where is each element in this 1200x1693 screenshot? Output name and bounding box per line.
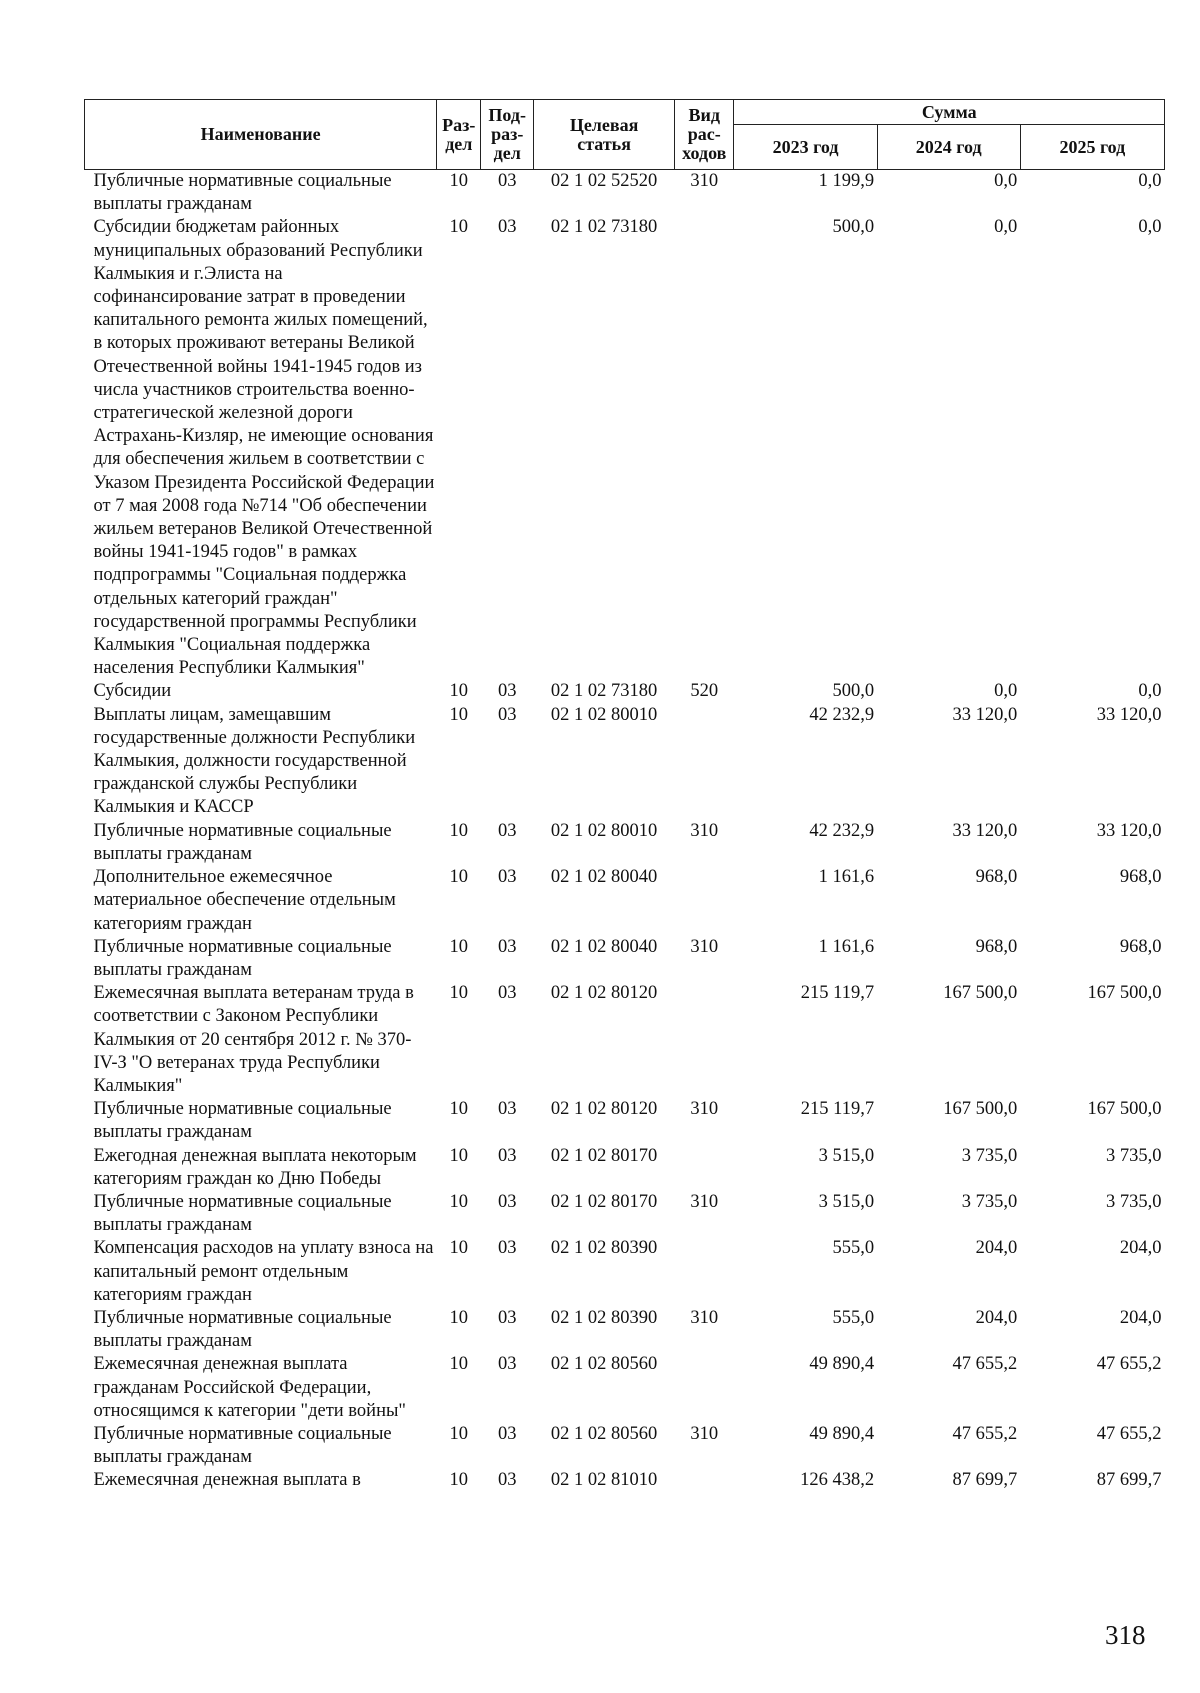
table-row [85, 1145, 1165, 1191]
row-razdel: 10 [449, 1307, 469, 1328]
row-razdel: 10 [449, 681, 469, 702]
row-sum-2024: 3 735,0 [961, 1191, 1018, 1212]
row-sum-2025: 3 735,0 [1106, 1145, 1162, 1166]
row-podrazdel: 03 [497, 983, 517, 1004]
row-sum-2024: 33 120,0 [952, 820, 1018, 841]
budget-table-container [84, 99, 1165, 1493]
row-sum-2025: 167 500,0 [1087, 983, 1162, 1004]
header-target-article: Целевая статья [534, 100, 675, 170]
row-podrazdel: 03 [497, 1307, 517, 1328]
row-sum-2024: 204,0 [975, 1238, 1018, 1259]
row-sum-2025: 204,0 [1119, 1307, 1162, 1328]
row-name: Дополнительное ежемесячное материальное обеспечение отдельным категориям граждан [93, 867, 396, 934]
row-target-article: 02 1 02 81010 [550, 1470, 658, 1491]
row-sum-2025: 33 120,0 [1096, 820, 1162, 841]
header-podrazdel: Под- раз- дел [481, 100, 534, 170]
row-target-article: 02 1 02 80170 [550, 1145, 658, 1166]
row-expense-type [675, 982, 734, 1098]
row-sum-2025: 47 655,2 [1096, 1423, 1162, 1444]
row-sum-2024: 204,0 [975, 1307, 1018, 1328]
row-target-article: 02 1 02 80010 [550, 820, 658, 841]
row-name: Субсидии [93, 681, 172, 702]
row-sum-2024: 33 120,0 [952, 704, 1018, 725]
row-name: Публичные нормативные социальные выплаты гражданам [93, 171, 392, 215]
row-expense-type [675, 216, 734, 680]
row-expense-type: 310 [690, 1099, 719, 1120]
row-name: Публичные нормативные социальные выплаты гражданам [93, 820, 392, 864]
row-podrazdel: 03 [497, 820, 517, 841]
header-name: Наименование [85, 100, 437, 170]
table-row [85, 936, 1165, 982]
table-row [85, 680, 1165, 703]
row-sum-2025: 87 699,7 [1096, 1470, 1162, 1491]
row-razdel: 10 [449, 1470, 469, 1491]
row-sum-2024: 47 655,2 [952, 1354, 1018, 1375]
row-expense-type: 310 [690, 1307, 719, 1328]
row-sum-2024: 3 735,0 [961, 1145, 1018, 1166]
row-razdel: 10 [449, 171, 469, 191]
row-name: Публичные нормативные социальные выплаты гражданам [93, 936, 392, 980]
table-row [85, 216, 1165, 680]
row-sum-2024: 968,0 [975, 867, 1018, 888]
row-podrazdel: 03 [497, 936, 517, 957]
row-name: Публичные нормативные социальные выплаты гражданам [93, 1423, 392, 1468]
row-expense-type [675, 704, 734, 820]
row-expense-type [675, 1469, 734, 1492]
header-year-2025: 2025 год [1020, 125, 1164, 170]
row-sum-2025: 3 735,0 [1106, 1191, 1162, 1212]
row-podrazdel: 03 [497, 1099, 517, 1120]
row-podrazdel: 03 [497, 1423, 517, 1444]
row-podrazdel: 03 [497, 704, 517, 725]
row-name: Публичные нормативные социальные выплаты гражданам [93, 1191, 392, 1236]
row-target-article: 02 1 02 73180 [550, 681, 658, 702]
row-sum-2023: 500,0 [832, 217, 875, 238]
row-sum-2023: 555,0 [832, 1307, 875, 1328]
table-row [85, 704, 1165, 820]
row-target-article: 02 1 02 80560 [550, 1354, 658, 1375]
row-podrazdel: 03 [497, 867, 517, 888]
row-expense-type [675, 1353, 734, 1423]
row-sum-2023: 1 199,9 [818, 171, 875, 191]
row-target-article: 02 1 02 73180 [550, 217, 658, 238]
row-sum-2025: 33 120,0 [1096, 704, 1162, 725]
row-razdel: 10 [449, 1238, 469, 1259]
table-row [85, 1469, 1165, 1492]
row-name: Ежемесячная денежная выплата гражданам Российской Федерации, относящимся к категории "дети войны" [93, 1354, 406, 1421]
row-target-article: 02 1 02 80170 [550, 1191, 658, 1212]
header-expense-type: Вид рас- ходов [675, 100, 734, 170]
row-name: Субсидии бюджетам районных муниципальных образований Республики Калмыкия и г.Элиста на софинансирование затрат в проведении капитального ремонта жилых помещений, в которых проживают ветераны Великой Отечественной войны 1941-1945 годов из числа участников строительства военно-стратегической железной дороги Астрахань-Кизляр, не имеющие основания для обеспечения жильем в соответствии с Указом Президента Российской Федерации от 7 мая 2008 года №714 "Об обеспечении жильем ветеранов Великой Отечественной войны 1941-1945 годов" в рамках подпрограммы "Социальная поддержка отдельных категорий граждан" государственной программы Республики Калмыкия "Социальная поддержка населения Республики Калмыкия" [93, 217, 435, 679]
row-sum-2024: 968,0 [975, 936, 1018, 957]
table-row [85, 1307, 1165, 1353]
row-expense-type [675, 1237, 734, 1307]
row-razdel: 10 [449, 1354, 469, 1375]
row-razdel: 10 [449, 983, 469, 1004]
row-sum-2023: 1 161,6 [818, 936, 875, 957]
row-sum-2024: 0,0 [994, 681, 1018, 702]
table-row [85, 820, 1165, 866]
row-podrazdel: 03 [497, 217, 517, 238]
row-sum-2024: 0,0 [994, 217, 1018, 238]
row-target-article: 02 1 02 80120 [550, 983, 658, 1004]
row-razdel: 10 [449, 936, 469, 957]
row-sum-2025: 0,0 [1138, 681, 1162, 702]
row-target-article: 02 1 02 80040 [550, 936, 658, 957]
row-razdel: 10 [449, 1099, 469, 1120]
row-target-article: 02 1 02 80390 [550, 1238, 658, 1259]
row-podrazdel: 03 [497, 1238, 517, 1259]
row-razdel: 10 [449, 867, 469, 888]
header-sum: Сумма [734, 100, 1165, 125]
row-expense-type [675, 866, 734, 936]
row-sum-2024: 167 500,0 [943, 983, 1018, 1004]
row-sum-2023: 1 161,6 [818, 867, 875, 888]
table-row [85, 1098, 1165, 1144]
row-sum-2023: 555,0 [832, 1238, 875, 1259]
row-sum-2025: 0,0 [1138, 217, 1162, 238]
row-razdel: 10 [449, 1191, 469, 1212]
row-sum-2024: 87 699,7 [952, 1470, 1018, 1491]
table-row [85, 1191, 1165, 1237]
row-name: Выплаты лицам, замещавшим государственные должности Республики Калмыкия, должности государственной гражданской службы Республики Калмыкия и КАССР [93, 704, 416, 818]
row-sum-2023: 49 890,4 [809, 1423, 875, 1444]
table-row [85, 1237, 1165, 1307]
row-sum-2025: 204,0 [1119, 1238, 1162, 1259]
row-podrazdel: 03 [497, 1470, 517, 1491]
row-target-article: 02 1 02 80010 [550, 704, 658, 725]
header-year-2024: 2024 год [877, 125, 1020, 170]
page-number: 318 [1105, 1620, 1146, 1650]
row-sum-2023: 126 438,2 [800, 1470, 875, 1491]
budget-table [84, 99, 1165, 1493]
header-year-2023: 2023 год [734, 125, 877, 170]
row-name: Ежегодная денежная выплата некоторым категориям граждан ко Дню Победы [93, 1145, 417, 1189]
row-expense-type: 310 [690, 171, 719, 191]
row-sum-2025: 968,0 [1119, 867, 1162, 888]
row-sum-2025: 0,0 [1138, 171, 1162, 191]
row-sum-2023: 3 515,0 [818, 1191, 875, 1212]
row-expense-type: 310 [690, 936, 719, 957]
row-sum-2023: 42 232,9 [809, 820, 875, 841]
row-sum-2025: 167 500,0 [1087, 1099, 1162, 1120]
table-row [85, 866, 1165, 936]
row-sum-2023: 215 119,7 [800, 1099, 875, 1120]
row-podrazdel: 03 [497, 1145, 517, 1166]
row-sum-2023: 500,0 [832, 681, 875, 702]
row-podrazdel: 03 [497, 681, 517, 702]
row-expense-type: 520 [690, 681, 719, 702]
header-razdel: Раз- дел [437, 100, 481, 170]
row-razdel: 10 [449, 704, 469, 725]
row-sum-2025: 47 655,2 [1096, 1354, 1162, 1375]
row-sum-2024: 167 500,0 [943, 1099, 1018, 1120]
row-podrazdel: 03 [497, 171, 517, 191]
row-podrazdel: 03 [497, 1354, 517, 1375]
row-name: Публичные нормативные социальные выплаты гражданам [93, 1099, 392, 1143]
table-row [85, 1353, 1165, 1423]
row-target-article: 02 1 02 80560 [550, 1423, 658, 1444]
row-sum-2023: 49 890,4 [809, 1354, 875, 1375]
row-name: Публичные нормативные социальные выплаты гражданам [93, 1307, 392, 1352]
row-name: Компенсация расходов на уплату взноса на капитальный ремонт отдельным категориям граждан [93, 1238, 434, 1305]
row-expense-type: 310 [690, 1191, 719, 1212]
table-row [85, 1423, 1165, 1469]
row-podrazdel: 03 [497, 1191, 517, 1212]
row-razdel: 10 [449, 217, 469, 238]
row-sum-2024: 47 655,2 [952, 1423, 1018, 1444]
row-target-article: 02 1 02 52520 [550, 171, 658, 191]
row-razdel: 10 [449, 1145, 469, 1166]
row-razdel: 10 [449, 820, 469, 841]
row-sum-2024: 0,0 [994, 171, 1018, 191]
row-expense-type: 310 [690, 1423, 719, 1444]
row-target-article: 02 1 02 80040 [550, 867, 658, 888]
row-expense-type: 310 [690, 820, 719, 841]
row-sum-2025: 968,0 [1119, 936, 1162, 957]
row-target-article: 02 1 02 80390 [550, 1307, 658, 1328]
row-sum-2023: 3 515,0 [818, 1145, 875, 1166]
table-row [85, 170, 1165, 217]
row-expense-type [675, 1145, 734, 1191]
row-target-article: 02 1 02 80120 [550, 1099, 658, 1120]
table-body [85, 170, 1165, 1493]
row-name: Ежемесячная денежная выплата в [93, 1470, 361, 1491]
table-row [85, 982, 1165, 1098]
row-sum-2023: 215 119,7 [800, 983, 875, 1004]
row-name: Ежемесячная выплата ветеранам труда в соответствии с Законом Республики Калмыкия от 20 сентября 2012 г. № 370-IV-З "О ветеранах труда Республики Калмыкия" [93, 983, 414, 1096]
row-sum-2023: 42 232,9 [809, 704, 875, 725]
row-razdel: 10 [449, 1423, 469, 1444]
